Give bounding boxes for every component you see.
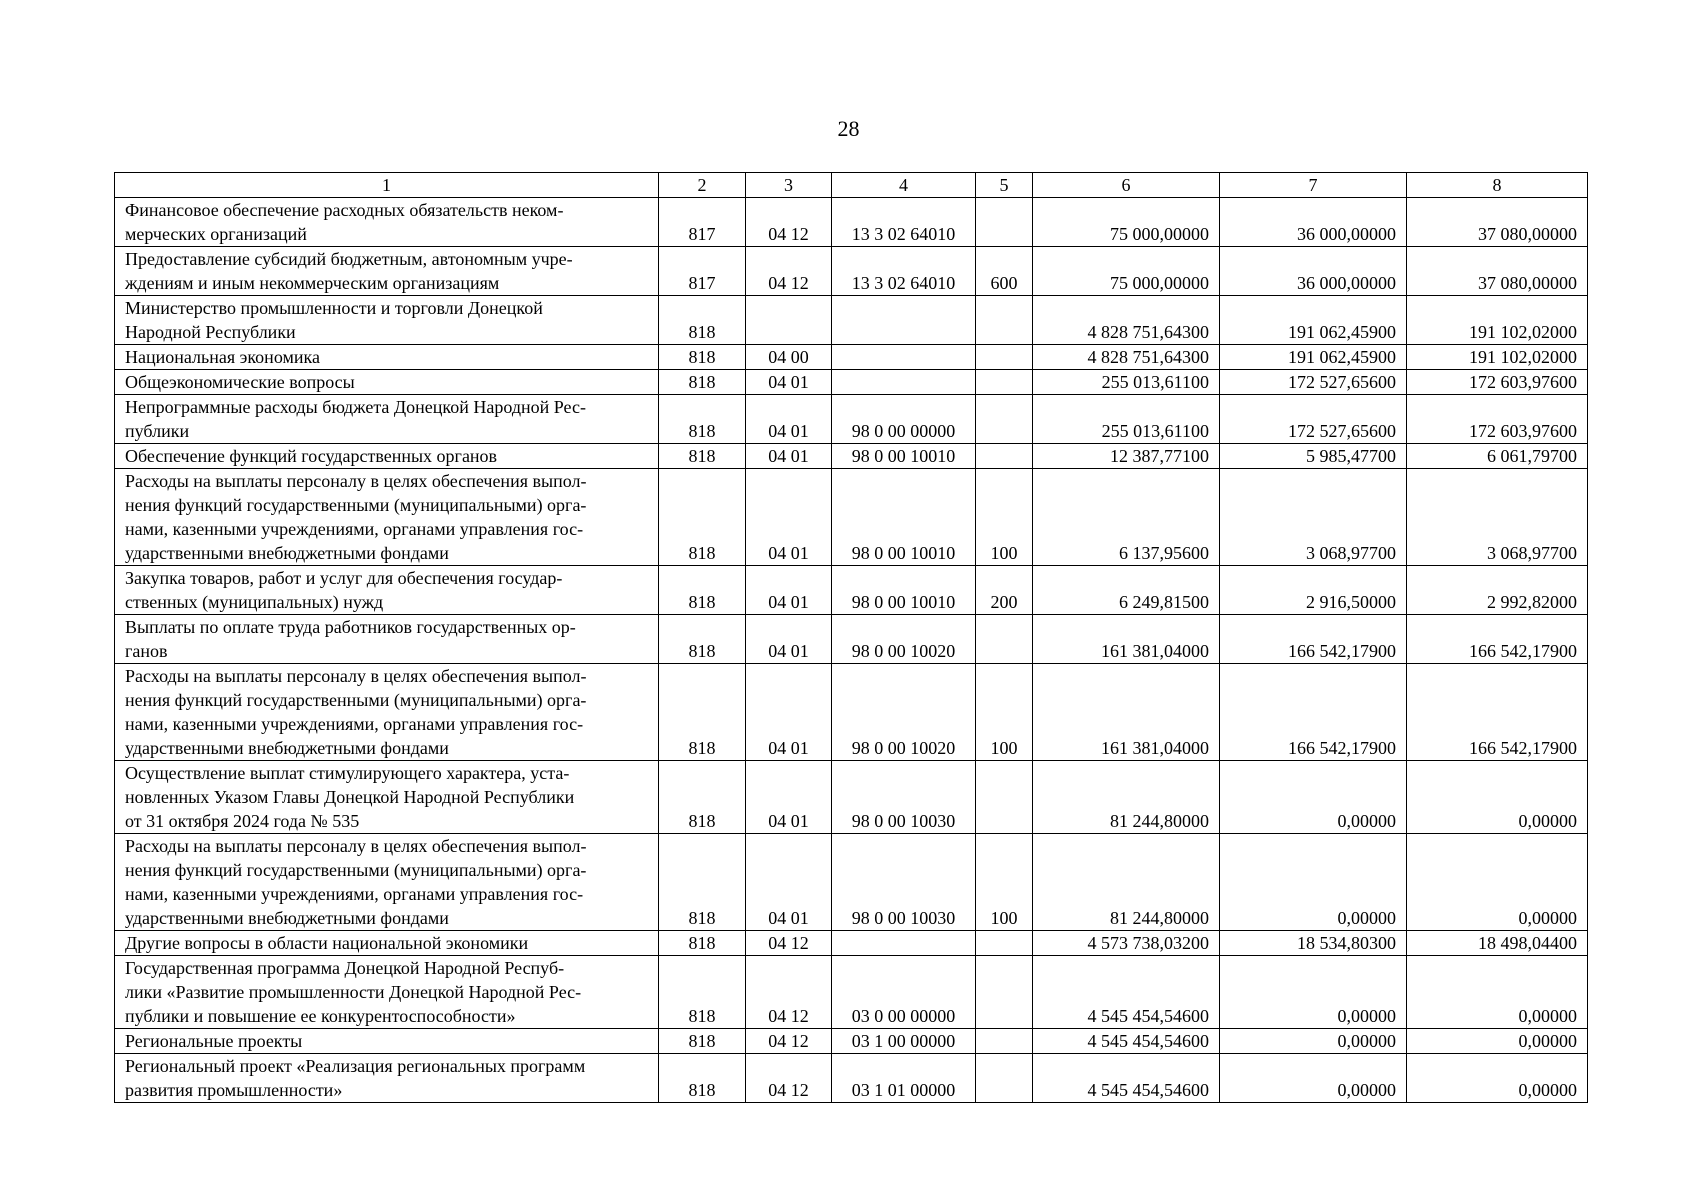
row-name-cell: Непрограммные расходы бюджета Донецкой Народной Рес- публики [115, 395, 659, 444]
target-article-cell [832, 370, 976, 395]
amount-col7-cell: 166 542,17900 [1220, 615, 1407, 664]
row-name-cell: Министерство промышленности и торговли Донецкой Народной Республики [115, 296, 659, 345]
row-name-cell: Выплаты по оплате труда работников государственных ор- ганов [115, 615, 659, 664]
amount-col7-cell: 2 916,50000 [1220, 566, 1407, 615]
amount-col8-cell: 0,00000 [1407, 1054, 1588, 1103]
row-name-cell: Другие вопросы в области национальной экономики [115, 931, 659, 956]
target-article-cell: 98 0 00 10030 [832, 834, 976, 931]
amount-col7-cell: 0,00000 [1220, 834, 1407, 931]
target-article-cell: 13 3 02 64010 [832, 198, 976, 247]
page-number: 28 [837, 116, 860, 141]
row-name-cell: Обеспечение функций государственных органов [115, 444, 659, 469]
section-code-cell: 04 12 [746, 1029, 832, 1054]
table-row [115, 469, 1588, 566]
amount-col8-cell: 172 603,97600 [1407, 395, 1588, 444]
expense-type-cell [976, 345, 1033, 370]
target-article-cell [832, 345, 976, 370]
table-row [115, 370, 1588, 395]
amount-col6-cell: 75 000,00000 [1033, 198, 1220, 247]
amount-col7-cell: 36 000,00000 [1220, 247, 1407, 296]
table-row [115, 931, 1588, 956]
section-code-cell [746, 296, 832, 345]
row-name-cell: Расходы на выплаты персоналу в целях обеспечения выпол- нения функций государственными (муниципальными) орга- нами, казенными учреждениями, органами управления гос- ударственными внебюджетными фондами [115, 664, 659, 761]
target-article-cell: 98 0 00 10010 [832, 444, 976, 469]
amount-col8-cell: 172 603,97600 [1407, 370, 1588, 395]
target-article-cell: 13 3 02 64010 [832, 247, 976, 296]
expense-type-cell: 100 [976, 834, 1033, 931]
expense-type-cell: 100 [976, 664, 1033, 761]
amount-col6-cell: 161 381,04000 [1033, 664, 1220, 761]
column-header: 1 [115, 173, 659, 198]
section-code-cell: 04 01 [746, 615, 832, 664]
amount-col6-cell: 255 013,61100 [1033, 370, 1220, 395]
admin-code-cell: 818 [659, 1029, 746, 1054]
amount-col7-cell: 0,00000 [1220, 956, 1407, 1029]
amount-col6-cell: 4 828 751,64300 [1033, 296, 1220, 345]
column-header: 8 [1407, 173, 1588, 198]
table-row [115, 664, 1588, 761]
table-header-row [115, 173, 1588, 198]
amount-col6-cell: 4 545 454,54600 [1033, 956, 1220, 1029]
amount-col6-cell: 81 244,80000 [1033, 834, 1220, 931]
row-name-cell: Финансовое обеспечение расходных обязательств неком- мерческих организаций [115, 198, 659, 247]
amount-col8-cell: 18 498,04400 [1407, 931, 1588, 956]
amount-col6-cell: 255 013,61100 [1033, 395, 1220, 444]
expense-type-cell [976, 370, 1033, 395]
row-name-cell: Государственная программа Донецкой Народной Респуб- лики «Развитие промышленности Донецкой Народной Рес- публики и повышение ее конкурентоспособности» [115, 956, 659, 1029]
expense-type-cell [976, 615, 1033, 664]
amount-col6-cell: 4 545 454,54600 [1033, 1029, 1220, 1054]
section-code-cell: 04 12 [746, 1054, 832, 1103]
expense-type-cell [976, 761, 1033, 834]
row-name-cell: Региональный проект «Реализация региональных программ развития промышленности» [115, 1054, 659, 1103]
table-body [115, 173, 1588, 1103]
amount-col7-cell: 0,00000 [1220, 1029, 1407, 1054]
section-code-cell: 04 12 [746, 198, 832, 247]
admin-code-cell: 817 [659, 247, 746, 296]
amount-col7-cell: 191 062,45900 [1220, 296, 1407, 345]
row-name-cell: Национальная экономика [115, 345, 659, 370]
amount-col7-cell: 172 527,65600 [1220, 370, 1407, 395]
table-row [115, 834, 1588, 931]
expense-type-cell [976, 198, 1033, 247]
expense-type-cell: 100 [976, 469, 1033, 566]
amount-col8-cell: 0,00000 [1407, 834, 1588, 931]
amount-col8-cell: 0,00000 [1407, 1029, 1588, 1054]
amount-col7-cell: 0,00000 [1220, 761, 1407, 834]
table-row [115, 1029, 1588, 1054]
table-row [115, 444, 1588, 469]
amount-col7-cell: 5 985,47700 [1220, 444, 1407, 469]
table-row [115, 566, 1588, 615]
table-row [115, 761, 1588, 834]
admin-code-cell: 818 [659, 931, 746, 956]
admin-code-cell: 818 [659, 615, 746, 664]
amount-col7-cell: 172 527,65600 [1220, 395, 1407, 444]
admin-code-cell: 818 [659, 444, 746, 469]
amount-col8-cell: 37 080,00000 [1407, 247, 1588, 296]
section-code-cell: 04 01 [746, 664, 832, 761]
target-article-cell: 98 0 00 00000 [832, 395, 976, 444]
row-name-cell: Расходы на выплаты персоналу в целях обеспечения выпол- нения функций государственными (муниципальными) орга- нами, казенными учреждениями, органами управления гос- ударственными внебюджетными фондами [115, 469, 659, 566]
amount-col8-cell: 0,00000 [1407, 761, 1588, 834]
amount-col6-cell: 4 573 738,03200 [1033, 931, 1220, 956]
section-code-cell: 04 01 [746, 834, 832, 931]
amount-col6-cell: 6 137,95600 [1033, 469, 1220, 566]
budget-table [114, 172, 1588, 1103]
amount-col8-cell: 3 068,97700 [1407, 469, 1588, 566]
column-header: 4 [832, 173, 976, 198]
amount-col8-cell: 191 102,02000 [1407, 345, 1588, 370]
expense-type-cell: 600 [976, 247, 1033, 296]
admin-code-cell: 818 [659, 664, 746, 761]
section-code-cell: 04 01 [746, 761, 832, 834]
section-code-cell: 04 01 [746, 444, 832, 469]
amount-col8-cell: 37 080,00000 [1407, 198, 1588, 247]
section-code-cell: 04 12 [746, 931, 832, 956]
amount-col7-cell: 191 062,45900 [1220, 345, 1407, 370]
section-code-cell: 04 01 [746, 370, 832, 395]
section-code-cell: 04 01 [746, 469, 832, 566]
amount-col6-cell: 75 000,00000 [1033, 247, 1220, 296]
row-name-cell: Предоставление субсидий бюджетным, автономным учре- ждениям и иным некоммерческим организациям [115, 247, 659, 296]
target-article-cell: 03 0 00 00000 [832, 956, 976, 1029]
admin-code-cell: 818 [659, 834, 746, 931]
amount-col6-cell: 161 381,04000 [1033, 615, 1220, 664]
expense-type-cell [976, 296, 1033, 345]
admin-code-cell: 818 [659, 566, 746, 615]
target-article-cell: 03 1 01 00000 [832, 1054, 976, 1103]
expense-type-cell [976, 395, 1033, 444]
row-name-cell: Закупка товаров, работ и услуг для обеспечения государ- ственных (муниципальных) нужд [115, 566, 659, 615]
amount-col6-cell: 12 387,77100 [1033, 444, 1220, 469]
column-header: 5 [976, 173, 1033, 198]
amount-col8-cell: 6 061,79700 [1407, 444, 1588, 469]
amount-col8-cell: 2 992,82000 [1407, 566, 1588, 615]
admin-code-cell: 818 [659, 296, 746, 345]
amount-col6-cell: 6 249,81500 [1033, 566, 1220, 615]
target-article-cell: 98 0 00 10030 [832, 761, 976, 834]
table-row [115, 615, 1588, 664]
expense-type-cell [976, 956, 1033, 1029]
table-row [115, 247, 1588, 296]
table-row [115, 956, 1588, 1029]
amount-col8-cell: 166 542,17900 [1407, 664, 1588, 761]
section-code-cell: 04 01 [746, 566, 832, 615]
table-row [115, 296, 1588, 345]
amount-col7-cell: 18 534,80300 [1220, 931, 1407, 956]
amount-col6-cell: 81 244,80000 [1033, 761, 1220, 834]
target-article-cell: 03 1 00 00000 [832, 1029, 976, 1054]
admin-code-cell: 818 [659, 395, 746, 444]
row-name-cell: Осуществление выплат стимулирующего характера, уста- новленных Указом Главы Донецкой Народной Республики от 31 октября 2024 года № 535 [115, 761, 659, 834]
amount-col8-cell: 0,00000 [1407, 956, 1588, 1029]
target-article-cell: 98 0 00 10010 [832, 566, 976, 615]
row-name-cell: Расходы на выплаты персоналу в целях обеспечения выпол- нения функций государственными (муниципальными) орга- нами, казенными учреждениями, органами управления гос- ударственными внебюджетными фондами [115, 834, 659, 931]
expense-type-cell [976, 1029, 1033, 1054]
expense-type-cell [976, 444, 1033, 469]
amount-col8-cell: 191 102,02000 [1407, 296, 1588, 345]
section-code-cell: 04 12 [746, 956, 832, 1029]
amount-col7-cell: 36 000,00000 [1220, 198, 1407, 247]
row-name-cell: Региональные проекты [115, 1029, 659, 1054]
amount-col6-cell: 4 828 751,64300 [1033, 345, 1220, 370]
row-name-cell: Общеэкономические вопросы [115, 370, 659, 395]
column-header: 6 [1033, 173, 1220, 198]
admin-code-cell: 818 [659, 1054, 746, 1103]
amount-col7-cell: 0,00000 [1220, 1054, 1407, 1103]
expense-type-cell: 200 [976, 566, 1033, 615]
admin-code-cell: 818 [659, 370, 746, 395]
target-article-cell [832, 296, 976, 345]
admin-code-cell: 818 [659, 469, 746, 566]
target-article-cell: 98 0 00 10010 [832, 469, 976, 566]
target-article-cell [832, 931, 976, 956]
expense-type-cell [976, 931, 1033, 956]
target-article-cell: 98 0 00 10020 [832, 615, 976, 664]
column-header: 2 [659, 173, 746, 198]
amount-col8-cell: 166 542,17900 [1407, 615, 1588, 664]
amount-col7-cell: 3 068,97700 [1220, 469, 1407, 566]
admin-code-cell: 818 [659, 956, 746, 1029]
admin-code-cell: 818 [659, 761, 746, 834]
section-code-cell: 04 12 [746, 247, 832, 296]
admin-code-cell: 817 [659, 198, 746, 247]
table-row [115, 345, 1588, 370]
amount-col6-cell: 4 545 454,54600 [1033, 1054, 1220, 1103]
table-row [115, 1054, 1588, 1103]
expense-type-cell [976, 1054, 1033, 1103]
amount-col7-cell: 166 542,17900 [1220, 664, 1407, 761]
table-row [115, 198, 1588, 247]
column-header: 7 [1220, 173, 1407, 198]
target-article-cell: 98 0 00 10020 [832, 664, 976, 761]
column-header: 3 [746, 173, 832, 198]
admin-code-cell: 818 [659, 345, 746, 370]
section-code-cell: 04 01 [746, 395, 832, 444]
section-code-cell: 04 00 [746, 345, 832, 370]
table-row [115, 395, 1588, 444]
